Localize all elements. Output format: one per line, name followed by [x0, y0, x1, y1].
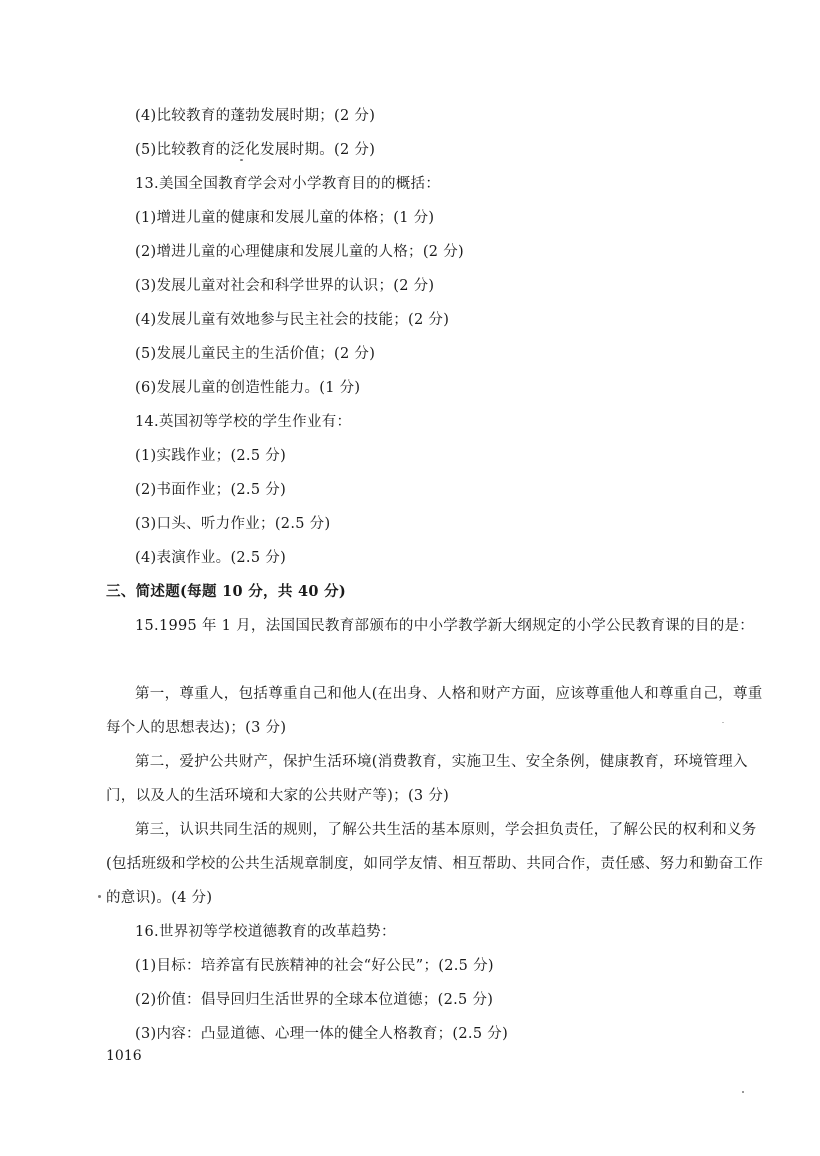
text-line: (4)发展儿童有效地参与民主社会的技能；(2 分)	[135, 312, 450, 328]
text-line: (2)价值：倡导回归生活世界的全球本位道德；(2.5 分)	[135, 992, 494, 1008]
text-line: (3)口头、听力作业；(2.5 分)	[135, 516, 331, 532]
text-line: (1)目标：培养富有民族精神的社会“好公民”；(2.5 分)	[135, 958, 494, 974]
text-line: (4)比较教育的蓬勃发展时期；(2 分)	[135, 108, 376, 124]
question-15-point-1: 第一，尊重人，包括尊重自己和他人(在出身、人格和财产方面，应该尊重他人和尊重自己，尊重每个人的思想表达)；(3 分)	[106, 686, 763, 736]
text-line: (2)增进儿童的心理健康和发展儿童的人格；(2 分)	[135, 244, 464, 260]
question-15-point-2: 第二，爱护公共财产，保护生活环境(消费教育，实施卫生、安全条例，健康教育，环境管理入门，以及人的生活环境和大家的公共财产等)；(3 分)	[106, 754, 748, 804]
text-line: (2)书面作业；(2.5 分)	[135, 482, 287, 498]
question-15-point-3: 第三，认识共同生活的规则，了解公共生活的基本原则，学会担负责任，了解公民的权利和义务(包括班级和学校的公共生活规章制度，如同学友情、相互帮助、共同合作，责任感、努力和勤奋工作的意识)。(4 分)	[106, 822, 764, 906]
text-line: (1)增进儿童的健康和发展儿童的体格；(1 分)	[135, 210, 435, 226]
text-line: (3)发展儿童对社会和科学世界的认识；(2 分)	[135, 278, 435, 294]
scan-speck	[98, 895, 101, 898]
text-line: (5)发展儿童民主的生活价值；(2 分)	[135, 346, 376, 362]
section-heading: 三、简述题(每题 10 分，共 40 分)	[106, 583, 347, 600]
text-line: (5)比较教育的泛化发展时期。(2 分)	[135, 142, 376, 158]
scan-speck	[742, 1091, 744, 1093]
page-number: 1016	[106, 1048, 142, 1064]
scan-speck	[240, 159, 243, 161]
question-16-stem: 16.世界初等学校道德教育的改革趋势：	[135, 924, 396, 940]
scan-speck	[722, 722, 724, 723]
question-15-stem: 15.1995 年 1 月，法国国民教育部颁布的中小学教学新大纲规定的小学公民教育课的目的是：	[135, 618, 755, 634]
question-14-stem: 14.英国初等学校的学生作业有：	[135, 414, 352, 430]
text-line: (6)发展儿童的创造性能力。(1 分)	[135, 380, 361, 396]
question-13-stem: 13.美国全国教育学会对小学教育目的的概括：	[135, 176, 441, 192]
text-line: (3)内容：凸显道德、心理一体的健全人格教育；(2.5 分)	[135, 1026, 509, 1042]
text-line: (1)实践作业；(2.5 分)	[135, 448, 287, 464]
text-line: (4)表演作业。(2.5 分)	[135, 550, 287, 566]
